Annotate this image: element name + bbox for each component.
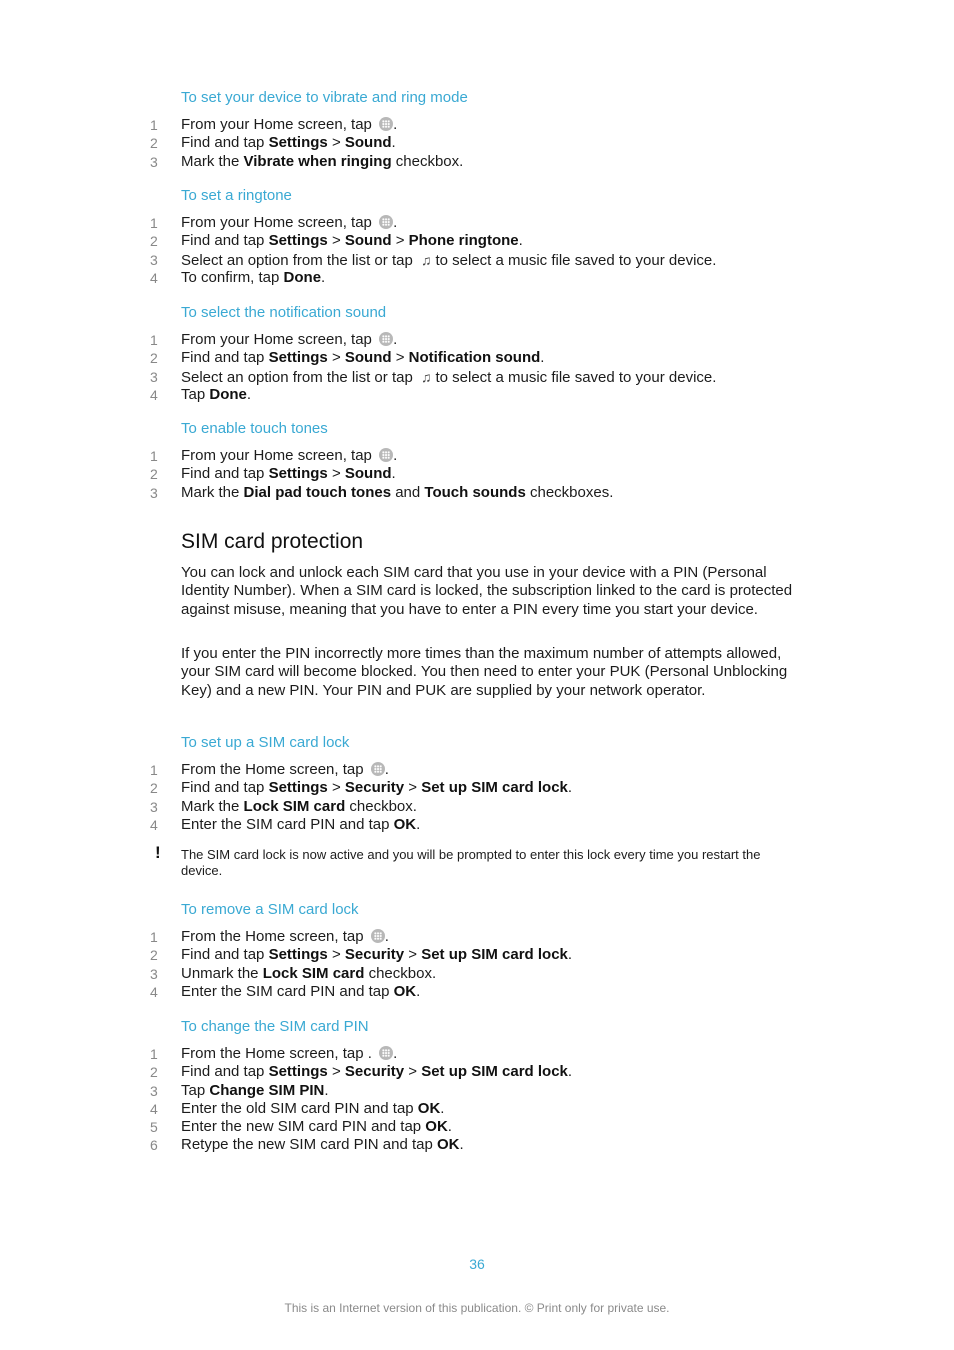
step-list — [150, 1045, 850, 1155]
step-number: 2 — [150, 780, 158, 797]
ui-term: Sound — [344, 349, 392, 367]
step-text: . — [393, 214, 398, 231]
step-text: Find and tap — [181, 1063, 265, 1081]
step-text: From your Home screen, tap — [181, 331, 372, 348]
step-text: From your Home screen, tap — [181, 116, 372, 133]
ui-term: Set up SIM card lock — [421, 946, 568, 964]
path-separator: > — [331, 779, 341, 797]
section-title: To set up a SIM card lock — [181, 734, 350, 751]
app-screen-icon — [379, 448, 393, 462]
list-item — [150, 232, 850, 250]
step-list — [150, 447, 850, 502]
body-paragraph: If you enter the PIN incorrectly more times than the maximum number of attempts allowed, your SIM card will become blocked. You then need to enter your PUK (Personal Unblocking Key) and a new PIN. Your PIN and PUK are supplied by your network operator. — [181, 645, 788, 699]
step-number: 4 — [150, 269, 158, 286]
music-note-icon: ♫ — [420, 251, 432, 268]
list-item — [150, 946, 850, 964]
list-item — [150, 331, 850, 349]
ui-term: Lock SIM card — [262, 964, 365, 982]
ui-term: Settings — [268, 134, 328, 152]
step-number: 1 — [150, 332, 158, 348]
list-item — [150, 816, 850, 834]
ui-term: Done — [209, 385, 247, 403]
ui-term: OK — [425, 1118, 448, 1136]
app-screen-icon — [379, 1046, 393, 1060]
step-text: Unmark the — [181, 964, 259, 982]
ui-term: Touch sounds — [424, 483, 526, 501]
step-text: . — [440, 1099, 445, 1117]
list-item — [150, 761, 850, 779]
ui-term: OK — [393, 982, 417, 1000]
step-number: 2 — [150, 1064, 158, 1081]
list-item — [150, 798, 850, 816]
section-heading: SIM card protection — [181, 530, 364, 553]
step-text: Enter the SIM card PIN and tap — [181, 982, 390, 1000]
path-separator: > — [331, 1063, 341, 1081]
ui-term: Done — [283, 268, 322, 286]
path-separator: > — [395, 232, 405, 250]
list-item — [150, 349, 850, 367]
step-number: 3 — [150, 153, 158, 170]
ui-term: OK — [436, 1136, 460, 1154]
step-number: 1 — [150, 215, 158, 231]
step-text: To confirm, tap — [181, 268, 280, 286]
step-text: . — [567, 779, 573, 797]
step-number: 3 — [150, 1082, 158, 1099]
ui-term: Security — [344, 1063, 405, 1081]
list-item — [150, 484, 850, 502]
path-separator: > — [331, 134, 341, 152]
list-item — [150, 214, 850, 232]
step-number: 5 — [150, 1119, 158, 1136]
warning-icon: ! — [155, 843, 161, 862]
section-title: To select the notification sound — [181, 304, 387, 321]
section-title: To set a ringtone — [181, 187, 292, 204]
step-number: 3 — [150, 251, 158, 268]
step-text: . — [447, 1118, 452, 1136]
step-text: Enter the new SIM card PIN and tap — [181, 1118, 422, 1136]
section-title: To change the SIM card PIN — [181, 1018, 369, 1035]
ui-term: Lock SIM card — [243, 797, 346, 815]
path-separator: > — [331, 946, 341, 964]
step-number: 6 — [150, 1137, 158, 1154]
step-text: . — [393, 116, 398, 133]
step-text: Tap — [181, 1081, 206, 1099]
ui-term: Settings — [268, 946, 328, 964]
step-text: . — [391, 134, 396, 152]
list-item — [150, 1082, 850, 1100]
list-item — [150, 1100, 850, 1118]
list-item — [150, 251, 850, 269]
step-text: and — [395, 483, 421, 501]
step-text: Select an option from the list or tap — [181, 368, 413, 386]
step-text: Select an option from the list or tap — [181, 251, 413, 269]
step-text: checkbox. — [349, 797, 417, 815]
path-separator: > — [395, 349, 405, 367]
ui-term: OK — [417, 1099, 441, 1117]
ui-term: Settings — [268, 465, 328, 483]
step-list — [150, 116, 850, 171]
step-text: Find and tap — [181, 946, 265, 964]
list-item — [150, 983, 850, 1001]
app-screen-icon — [379, 332, 393, 346]
ui-term: Sound — [344, 232, 392, 250]
path-separator: > — [331, 465, 341, 483]
list-item — [150, 134, 850, 152]
step-list — [150, 928, 850, 1001]
step-text: . — [416, 815, 421, 833]
step-text: From the Home screen, tap — [181, 761, 364, 778]
ui-term: Set up SIM card lock — [421, 779, 568, 797]
warning-note: The SIM card lock is now active and you will be prompted to enter this lock every time you restart the device. — [181, 847, 761, 878]
step-text: Mark the — [181, 797, 240, 815]
step-text: Enter the SIM card PIN and tap — [181, 815, 390, 833]
step-text: . — [324, 1081, 329, 1099]
ui-term: Settings — [268, 779, 328, 797]
music-note-icon: ♫ — [420, 368, 432, 385]
list-item — [150, 465, 850, 483]
list-item — [150, 447, 850, 465]
step-text: checkboxes. — [529, 483, 614, 501]
ui-term: Sound — [344, 134, 392, 152]
list-item — [150, 368, 850, 386]
step-text: Find and tap — [181, 134, 265, 152]
ui-term: Sound — [344, 465, 392, 483]
step-number: 4 — [150, 1100, 158, 1117]
step-text: Mark the — [181, 152, 240, 170]
section-title: To set your device to vibrate and ring mode — [181, 89, 468, 106]
ui-term: Notification sound — [408, 349, 541, 367]
list-item — [150, 928, 850, 946]
list-item — [150, 386, 850, 404]
section-title: To remove a SIM card lock — [181, 901, 359, 918]
section-title: To enable touch tones — [181, 420, 328, 437]
path-separator: > — [408, 946, 418, 964]
step-list — [150, 214, 850, 287]
step-text: . — [518, 232, 523, 250]
step-text: . — [384, 928, 389, 945]
step-text: . — [459, 1136, 464, 1154]
ui-term: Settings — [268, 232, 328, 250]
step-text: Find and tap — [181, 465, 265, 483]
ui-term: Security — [344, 779, 405, 797]
list-item — [150, 1045, 850, 1063]
path-separator: > — [408, 1063, 418, 1081]
path-separator: > — [331, 232, 341, 250]
step-text: . — [567, 1063, 573, 1081]
ui-term: Settings — [268, 349, 328, 367]
step-text: checkbox. — [395, 152, 464, 170]
step-number: 2 — [150, 350, 158, 367]
body-paragraph: You can lock and unlock each SIM card that you use in your device with a PIN (Personal Identity Number). When a SIM card is locked, the subscription linked to the card is protected against misuse, meaning that you have to enter a PIN every time you start your device. — [181, 564, 793, 618]
ui-term: Security — [344, 946, 405, 964]
step-text: checkbox. — [368, 964, 437, 982]
page-number: 36 — [469, 1256, 485, 1272]
step-text: . — [540, 349, 545, 367]
step-number: 2 — [150, 233, 158, 250]
step-text: Mark the — [181, 483, 240, 501]
ui-term: OK — [393, 815, 417, 833]
step-number: 3 — [150, 965, 158, 982]
step-text: Find and tap — [181, 349, 265, 367]
step-text: to select a music file saved to your device. — [435, 368, 717, 386]
step-number: 2 — [150, 466, 158, 483]
step-number: 2 — [150, 947, 158, 964]
ui-term: Change SIM PIN — [209, 1081, 325, 1099]
path-separator: > — [331, 349, 341, 367]
step-text: . — [321, 268, 326, 286]
list-item — [150, 269, 850, 287]
ui-term: Dial pad touch tones — [243, 483, 392, 501]
step-text: From the Home screen, tap — [181, 928, 364, 945]
step-number: 4 — [150, 983, 158, 1000]
step-number: 3 — [150, 798, 158, 815]
step-text: From your Home screen, tap — [181, 214, 372, 231]
step-number: 1 — [150, 1046, 158, 1062]
step-number: 3 — [150, 484, 158, 501]
step-text: Retype the new SIM card PIN and tap — [181, 1136, 433, 1154]
app-screen-icon — [379, 215, 393, 229]
step-text: . — [246, 385, 252, 403]
step-text: . — [393, 447, 398, 464]
step-list — [150, 761, 850, 834]
step-number: 1 — [150, 762, 158, 778]
app-screen-icon — [371, 762, 385, 776]
step-text: . — [391, 465, 396, 483]
step-number: 4 — [150, 816, 158, 833]
footer-text: This is an Internet version of this publication. © Print only for private use. — [284, 1301, 670, 1315]
list-item — [150, 779, 850, 797]
step-text: . — [416, 982, 421, 1000]
step-number: 4 — [150, 386, 158, 403]
step-number: 1 — [150, 117, 158, 133]
list-item — [150, 1118, 850, 1136]
step-text: Find and tap — [181, 779, 265, 797]
step-text: . — [384, 761, 389, 778]
step-list — [150, 331, 850, 404]
ui-term: Vibrate when ringing — [243, 152, 392, 170]
app-screen-icon — [371, 929, 385, 943]
list-item — [150, 1063, 850, 1081]
ui-term: Settings — [268, 1063, 328, 1081]
step-text: . — [393, 331, 398, 348]
step-text: . — [393, 1045, 398, 1062]
path-separator: > — [408, 779, 418, 797]
step-number: 1 — [150, 929, 158, 945]
list-item — [150, 153, 850, 171]
step-text: From the Home screen, tap . — [181, 1045, 372, 1062]
step-number: 1 — [150, 448, 158, 464]
step-text: Find and tap — [181, 232, 265, 250]
step-number: 3 — [150, 368, 158, 385]
ui-term: Phone ringtone — [408, 232, 519, 250]
list-item — [150, 1136, 850, 1154]
ui-term: Set up SIM card lock — [421, 1063, 568, 1081]
step-text: Enter the old SIM card PIN and tap — [181, 1099, 414, 1117]
app-screen-icon — [379, 117, 393, 131]
step-text: . — [567, 946, 573, 964]
list-item — [150, 116, 850, 134]
list-item — [150, 965, 850, 983]
step-text: Tap — [181, 385, 206, 403]
step-text: From your Home screen, tap — [181, 447, 372, 464]
step-number: 2 — [150, 135, 158, 152]
step-text: to select a music file saved to your device. — [435, 251, 717, 269]
